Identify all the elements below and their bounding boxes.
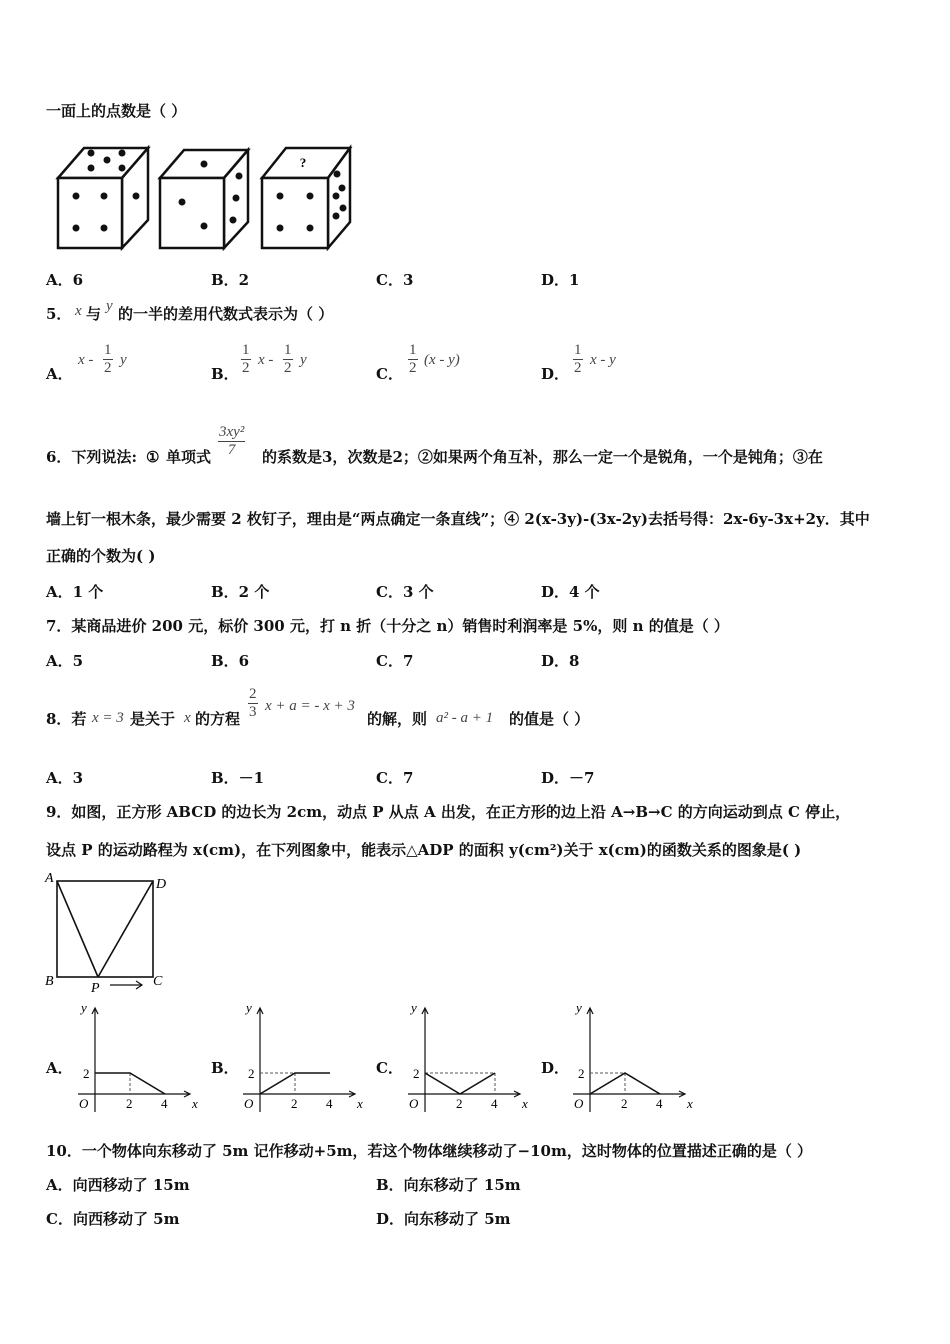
tick-4: 4 <box>161 1096 168 1111</box>
half-num: 1 <box>104 342 112 358</box>
x-label: x <box>687 1096 693 1111</box>
q6-word-mono: 单项式 <box>166 448 212 466</box>
q10-stem: 10．一个物体向东移动了 5m 记作移动+5m，若这个物体继续移动了−10m，这时物体的位置描述正确的是（ ） <box>46 1142 813 1160</box>
half-num: 1 <box>242 342 250 358</box>
q8-eq-rest: x + a = - x + 3 <box>265 698 355 714</box>
q5-b-y: y <box>300 352 307 368</box>
graph-a[interactable] <box>70 998 210 1118</box>
q9-line1: 9．如图，正方形 ABCD 的边长为 2cm，动点 P 从点 A 出发，在正方形的边上沿 A→B→C 的方向运动到点 C 停止， <box>46 803 851 821</box>
q4-option-b[interactable]: B．2 <box>211 271 250 289</box>
origin-label: O <box>79 1096 89 1111</box>
function-line <box>425 1073 495 1094</box>
x-label: x <box>357 1096 363 1111</box>
tick-2: 2 <box>291 1096 298 1111</box>
q7-option-c[interactable]: C．7 <box>376 652 414 670</box>
y-tick-2: 2 <box>578 1066 585 1081</box>
q8-frac-num: 2 <box>249 686 257 702</box>
q6-frac-den: 7 <box>227 442 236 458</box>
q6-option-c[interactable]: C．3 个 <box>376 583 434 601</box>
tick-2: 2 <box>126 1096 133 1111</box>
y-tick-2: 2 <box>83 1066 90 1081</box>
q10-option-d[interactable]: D．向东移动了 5m <box>376 1210 511 1228</box>
tick-4: 4 <box>656 1096 663 1111</box>
q5-c-expr: (x - y) <box>424 352 460 368</box>
q8-lead: 8．若 <box>46 710 87 728</box>
q10-option-c[interactable]: C．向西移动了 5m <box>46 1210 180 1228</box>
q8-frac <box>248 686 258 721</box>
graph-d[interactable] <box>565 998 705 1118</box>
half-num: 1 <box>574 342 582 358</box>
q5-a-y: y <box>120 352 127 368</box>
graph-b[interactable] <box>235 998 375 1118</box>
tick-2: 2 <box>456 1096 463 1111</box>
label-p: P <box>91 981 100 996</box>
q8-frac-den: 3 <box>249 704 257 720</box>
dice-figure <box>52 140 372 255</box>
origin-label: O <box>409 1096 419 1111</box>
q5-label-c[interactable]: C． <box>376 365 403 383</box>
q5-b-half-2 <box>283 342 293 377</box>
y-tick-2: 2 <box>248 1066 255 1081</box>
label-b: B <box>45 974 54 989</box>
q6-line3: 正确的个数为( ) <box>46 547 156 565</box>
half-den: 2 <box>104 360 112 376</box>
q5-var-x: x <box>75 303 82 319</box>
q5-d-half <box>573 342 583 377</box>
q6-monomial <box>218 424 245 459</box>
dice-unknown-mark: ? <box>299 155 307 170</box>
q5-c-half <box>408 342 418 377</box>
q7-stem: 7．某商品进价 200 元，标价 300 元，打 n 折（十分之 n）销售时利润率是 5%，则 n 的值是（ ） <box>46 617 729 635</box>
q9-label-b[interactable]: B． <box>211 1059 239 1077</box>
q6-option-d[interactable]: D．4 个 <box>541 583 600 601</box>
label-a: A <box>45 871 54 886</box>
q6-num: 6．下列说法: <box>46 448 137 466</box>
q5-stem-tail: 的一半的差用代数式表示为（ ） <box>118 305 334 323</box>
q7-option-a[interactable]: A．5 <box>46 652 84 670</box>
q8-mid: 是关于 <box>130 710 176 728</box>
q4-option-d[interactable]: D．1 <box>541 271 580 289</box>
q6-line1-tail: 的系数是3，次数是2；②如果两个角互补，那么一定一个是锐角，一个是钝角；③在 <box>262 448 823 466</box>
q6-frac-num: 3xy² <box>219 424 245 440</box>
tick-4: 4 <box>491 1096 498 1111</box>
q8-option-a[interactable]: A．3 <box>46 769 84 787</box>
q5-var-y: y <box>106 298 113 314</box>
y-label: y <box>411 1000 417 1015</box>
q6-option-a[interactable]: A．1 个 <box>46 583 104 601</box>
x-label: x <box>522 1096 528 1111</box>
q8-expr: a² - a + 1 <box>436 710 494 726</box>
q8-sol: 的解，则 <box>367 710 428 728</box>
q4-option-c[interactable]: C．3 <box>376 271 414 289</box>
q8-option-c[interactable]: C．7 <box>376 769 414 787</box>
graph-c[interactable] <box>400 998 540 1118</box>
q6-circ1: ① <box>146 448 160 466</box>
q5-a-half <box>103 342 113 377</box>
q9-label-d[interactable]: D． <box>541 1059 570 1077</box>
y-label: y <box>81 1000 87 1015</box>
q8-var: x <box>184 710 191 726</box>
q8-cond: x = 3 <box>92 710 124 726</box>
q5-label-a[interactable]: A． <box>46 365 73 383</box>
y-tick-2: 2 <box>413 1066 420 1081</box>
q5-b-mid: x - <box>258 352 274 368</box>
q8-tail: 的值是（ ） <box>509 710 590 728</box>
q4-option-a[interactable]: A．6 <box>46 271 84 289</box>
origin-label: O <box>574 1096 584 1111</box>
y-label: y <box>246 1000 252 1015</box>
q9-label-a[interactable]: A． <box>46 1059 73 1077</box>
q4-stem: 一面上的点数是（ ） <box>46 102 187 120</box>
q8-option-d[interactable]: D．－7 <box>541 769 595 787</box>
q6-option-b[interactable]: B．2 个 <box>211 583 270 601</box>
half-den: 2 <box>284 360 292 376</box>
label-c: C <box>153 974 163 989</box>
label-d: D <box>156 877 167 892</box>
x-label: x <box>192 1096 198 1111</box>
y-label: y <box>576 1000 582 1015</box>
tick-4: 4 <box>326 1096 333 1111</box>
q5-b-half-1 <box>241 342 251 377</box>
q6-line2: 墙上钉一根木条，最少需要 2 枚钉子，理由是“两点确定一条直线”；④ 2(x-3y)-(3x-2y)去括号得：2x-6y-3x+2y．其中 <box>46 510 870 528</box>
q9-label-c[interactable]: C． <box>376 1059 403 1077</box>
half-den: 2 <box>409 360 417 376</box>
q5-a-expr: x - <box>78 352 94 368</box>
tick-2: 2 <box>621 1096 628 1111</box>
q5-yu: 与 <box>86 305 102 323</box>
q5-d-expr: x - y <box>590 352 616 368</box>
q7-option-d[interactable]: D．8 <box>541 652 580 670</box>
q5-num: 5． <box>46 305 72 323</box>
q5-label-d[interactable]: D． <box>541 365 570 383</box>
half-num: 1 <box>409 342 417 358</box>
q9-line2: 设点 P 的运动路程为 x(cm)，在下列图象中，能表示△ADP 的面积 y(cm²)关于 x(cm)的函数关系的图象是( ) <box>46 841 802 859</box>
q10-option-b[interactable]: B．向东移动了 15m <box>376 1176 521 1194</box>
q10-option-a[interactable]: A．向西移动了 15m <box>46 1176 190 1194</box>
q8-eq-word: 的方程 <box>195 710 241 728</box>
q7-option-b[interactable]: B．6 <box>211 652 250 670</box>
q8-option-b[interactable]: B．－1 <box>211 769 265 787</box>
square-figure <box>42 871 182 996</box>
q5-label-b[interactable]: B． <box>211 365 239 383</box>
half-den: 2 <box>242 360 250 376</box>
half-den: 2 <box>574 360 582 376</box>
origin-label: O <box>244 1096 254 1111</box>
half-num: 1 <box>284 342 292 358</box>
